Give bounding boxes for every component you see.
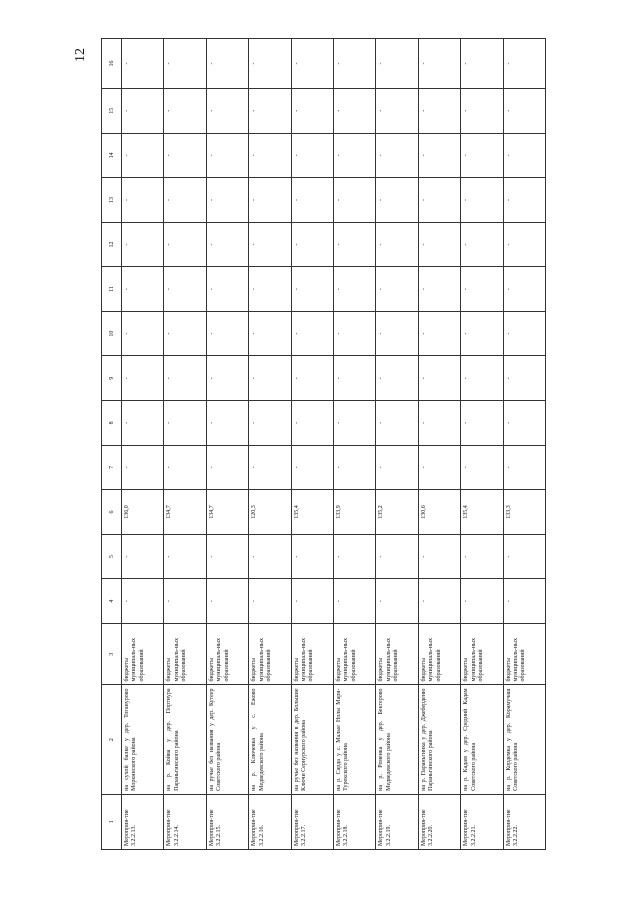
value-cell: -	[333, 579, 375, 624]
value-cell: -	[461, 178, 503, 223]
value-cell: 135,4	[291, 490, 333, 535]
value-cell: -	[333, 88, 375, 133]
measure-object: на сухой балке у дер. Тоганурово Моркинского района	[122, 685, 164, 794]
value-cell: -	[291, 222, 333, 267]
header-row	[102, 39, 122, 850]
value-cell: -	[376, 445, 418, 490]
value-cell: -	[418, 311, 460, 356]
value-cell: -	[376, 222, 418, 267]
header-cell: 10	[102, 311, 122, 356]
value-cell: -	[418, 356, 460, 401]
value-cell: -	[206, 267, 248, 312]
value-cell: -	[333, 534, 375, 579]
value-cell: -	[249, 401, 291, 446]
table-row	[164, 39, 206, 850]
value-cell: -	[461, 39, 503, 89]
measure-code: Мероприя-тие 3.2.2.21.	[461, 794, 503, 849]
value-cell: -	[122, 222, 164, 267]
value-cell: -	[164, 445, 206, 490]
value-cell: -	[164, 356, 206, 401]
measure-code: Мероприя-тие 3.2.2.18.	[333, 794, 375, 849]
value-cell: -	[122, 88, 164, 133]
value-cell: -	[418, 133, 460, 178]
value-cell: 133,9	[333, 490, 375, 535]
value-cell: 135,2	[376, 490, 418, 535]
value-cell: 133,3	[503, 490, 545, 535]
value-cell: -	[461, 88, 503, 133]
value-cell: -	[249, 579, 291, 624]
value-cell: -	[376, 401, 418, 446]
value-cell: -	[376, 356, 418, 401]
value-cell: -	[376, 267, 418, 312]
funding-source: бюджеты муниципаль-ных образований	[206, 623, 248, 685]
value-cell: -	[206, 222, 248, 267]
value-cell: -	[291, 356, 333, 401]
value-cell: 134,7	[164, 490, 206, 535]
value-cell: -	[291, 401, 333, 446]
value-cell: -	[291, 267, 333, 312]
value-cell: -	[503, 534, 545, 579]
value-cell: -	[461, 534, 503, 579]
value-cell: 120,3	[249, 490, 291, 535]
table-row	[333, 39, 375, 850]
value-cell: -	[164, 267, 206, 312]
value-cell: -	[503, 356, 545, 401]
value-cell: -	[418, 445, 460, 490]
measure-code: Мероприя-тие 3.2.2.22.	[503, 794, 545, 849]
measure-code: Мероприя-тие 3.2.2.17.	[291, 794, 333, 849]
value-cell: -	[461, 133, 503, 178]
value-cell: -	[164, 579, 206, 624]
value-cell: -	[122, 267, 164, 312]
value-cell: -	[206, 445, 248, 490]
funding-source: бюджеты муниципаль-ных образований	[418, 623, 460, 685]
table-row	[418, 39, 460, 850]
table-row	[461, 39, 503, 850]
value-cell: -	[333, 133, 375, 178]
header-cell: 13	[102, 178, 122, 223]
funding-source: бюджеты муниципаль-ных образований	[333, 623, 375, 685]
header-cell: 2	[102, 685, 122, 794]
value-cell: -	[418, 222, 460, 267]
value-cell: -	[206, 39, 248, 89]
value-cell: -	[164, 222, 206, 267]
value-cell: -	[376, 88, 418, 133]
value-cell: -	[503, 88, 545, 133]
value-cell: -	[418, 579, 460, 624]
value-cell: -	[291, 88, 333, 133]
table-row	[376, 39, 418, 850]
measure-object: на р. Ременка у дер. Бектерово Медведевского района	[376, 685, 418, 794]
value-cell: -	[376, 311, 418, 356]
header-cell: 11	[102, 267, 122, 312]
value-cell: -	[206, 356, 248, 401]
value-cell: -	[206, 133, 248, 178]
value-cell: -	[376, 39, 418, 89]
value-cell: -	[291, 39, 333, 89]
value-cell: -	[376, 579, 418, 624]
value-cell: -	[418, 401, 460, 446]
value-cell: -	[333, 222, 375, 267]
value-cell: -	[206, 579, 248, 624]
header-cell: 9	[102, 356, 122, 401]
value-cell: -	[503, 222, 545, 267]
measure-object: на р. Сарда у с. Малые Нолы Мари-Турекского района	[333, 685, 375, 794]
measure-code: Мероприя-тие 3.2.2.19.	[376, 794, 418, 849]
value-cell: -	[164, 178, 206, 223]
measure-object: на р. Койва у дер. Портнура Параньгинского района	[164, 685, 206, 794]
value-cell: -	[333, 445, 375, 490]
value-cell: -	[249, 88, 291, 133]
value-cell: -	[164, 88, 206, 133]
value-cell: -	[206, 534, 248, 579]
measure-object: на р. Кадам у дер. Средний Кадам Советского района	[461, 685, 503, 794]
header-cell: 4	[102, 579, 122, 624]
value-cell: -	[122, 401, 164, 446]
value-cell: -	[461, 445, 503, 490]
value-cell: -	[503, 39, 545, 89]
value-cell: -	[249, 39, 291, 89]
measure-object: на р. Параньгинка у дер. Джеберденю Параньгинского района	[418, 685, 460, 794]
measure-code: Мероприя-тие 3.2.2.13.	[122, 794, 164, 849]
value-cell: 135,4	[461, 490, 503, 535]
value-cell: -	[418, 178, 460, 223]
value-cell: -	[376, 534, 418, 579]
value-cell: -	[503, 579, 545, 624]
header-cell: 15	[102, 88, 122, 133]
value-cell: -	[376, 133, 418, 178]
table-row	[122, 39, 164, 850]
value-cell: -	[291, 579, 333, 624]
value-cell: -	[122, 534, 164, 579]
table-row	[249, 39, 291, 850]
table-row	[291, 39, 333, 850]
value-cell: -	[418, 534, 460, 579]
value-cell: -	[503, 445, 545, 490]
measures-table	[101, 38, 546, 850]
value-cell: -	[249, 534, 291, 579]
value-cell: -	[461, 311, 503, 356]
value-cell: -	[503, 401, 545, 446]
table-row	[206, 39, 248, 850]
header-cell: 12	[102, 222, 122, 267]
funding-source: бюджеты муниципаль-ных образований	[122, 623, 164, 685]
value-cell: -	[461, 356, 503, 401]
value-cell: -	[164, 39, 206, 89]
value-cell: -	[291, 534, 333, 579]
value-cell: -	[206, 311, 248, 356]
value-cell: -	[461, 401, 503, 446]
page-number: 12	[73, 48, 88, 62]
funding-source: бюджеты муниципаль-ных образований	[291, 623, 333, 685]
value-cell: -	[291, 133, 333, 178]
header-cell: 16	[102, 39, 122, 89]
value-cell: -	[418, 39, 460, 89]
value-cell: -	[249, 267, 291, 312]
value-cell: -	[503, 133, 545, 178]
value-cell: -	[461, 222, 503, 267]
table-row	[503, 39, 545, 850]
value-cell: -	[249, 356, 291, 401]
funding-source: бюджеты муниципаль-ных образований	[376, 623, 418, 685]
measure-code: Мероприя-тие 3.2.2.15.	[206, 794, 248, 849]
value-cell: -	[206, 88, 248, 133]
value-cell: -	[122, 579, 164, 624]
funding-source: бюджеты муниципаль-ных образований	[503, 623, 545, 685]
value-cell: -	[291, 445, 333, 490]
value-cell: -	[333, 267, 375, 312]
value-cell: -	[418, 88, 460, 133]
value-cell: -	[333, 311, 375, 356]
header-cell: 6	[102, 490, 122, 535]
value-cell: -	[503, 178, 545, 223]
measure-object: на р. Ключевка у с. Ежово Медведевского района	[249, 685, 291, 794]
measure-code: Мероприя-тие 3.2.2.14.	[164, 794, 206, 849]
measure-object: на ручье без названия в дер. Большие Ключи Сернурского района	[291, 685, 333, 794]
value-cell: -	[122, 39, 164, 89]
value-cell: -	[122, 356, 164, 401]
funding-source: бюджеты муниципаль-ных образований	[461, 623, 503, 685]
measure-code: Мероприя-тие 3.2.2.20.	[418, 794, 460, 849]
value-cell: -	[333, 401, 375, 446]
value-cell: -	[122, 445, 164, 490]
value-cell: -	[249, 133, 291, 178]
value-cell: -	[122, 178, 164, 223]
header-cell: 7	[102, 445, 122, 490]
measure-code: Мероприя-тие 3.2.2.16.	[249, 794, 291, 849]
rotated-table-container	[101, 38, 556, 850]
measure-object: на р. Кордемка у дер. Корамучаш Советского района	[503, 685, 545, 794]
value-cell: -	[122, 133, 164, 178]
header-cell: 14	[102, 133, 122, 178]
value-cell: -	[376, 178, 418, 223]
value-cell: -	[291, 178, 333, 223]
value-cell: -	[122, 311, 164, 356]
value-cell: 136,0	[122, 490, 164, 535]
funding-source: бюджеты муниципаль-ных образований	[249, 623, 291, 685]
value-cell: 130,6	[418, 490, 460, 535]
value-cell: -	[249, 311, 291, 356]
value-cell: -	[461, 579, 503, 624]
value-cell: -	[164, 534, 206, 579]
header-cell: 8	[102, 401, 122, 446]
measure-object: на ручье без названия у дер. Кутеер Советского района	[206, 685, 248, 794]
value-cell: 134,7	[206, 490, 248, 535]
value-cell: -	[206, 401, 248, 446]
value-cell: -	[249, 445, 291, 490]
header-cell: 3	[102, 623, 122, 685]
value-cell: -	[164, 401, 206, 446]
value-cell: -	[461, 267, 503, 312]
value-cell: -	[164, 133, 206, 178]
funding-source: бюджеты муниципаль-ных образований	[164, 623, 206, 685]
value-cell: -	[333, 356, 375, 401]
value-cell: -	[206, 178, 248, 223]
value-cell: -	[503, 267, 545, 312]
header-cell: 1	[102, 794, 122, 849]
value-cell: -	[291, 311, 333, 356]
value-cell: -	[503, 311, 545, 356]
value-cell: -	[249, 178, 291, 223]
value-cell: -	[249, 222, 291, 267]
value-cell: -	[164, 311, 206, 356]
value-cell: -	[418, 267, 460, 312]
value-cell: -	[333, 39, 375, 89]
value-cell: -	[333, 178, 375, 223]
header-cell: 5	[102, 534, 122, 579]
